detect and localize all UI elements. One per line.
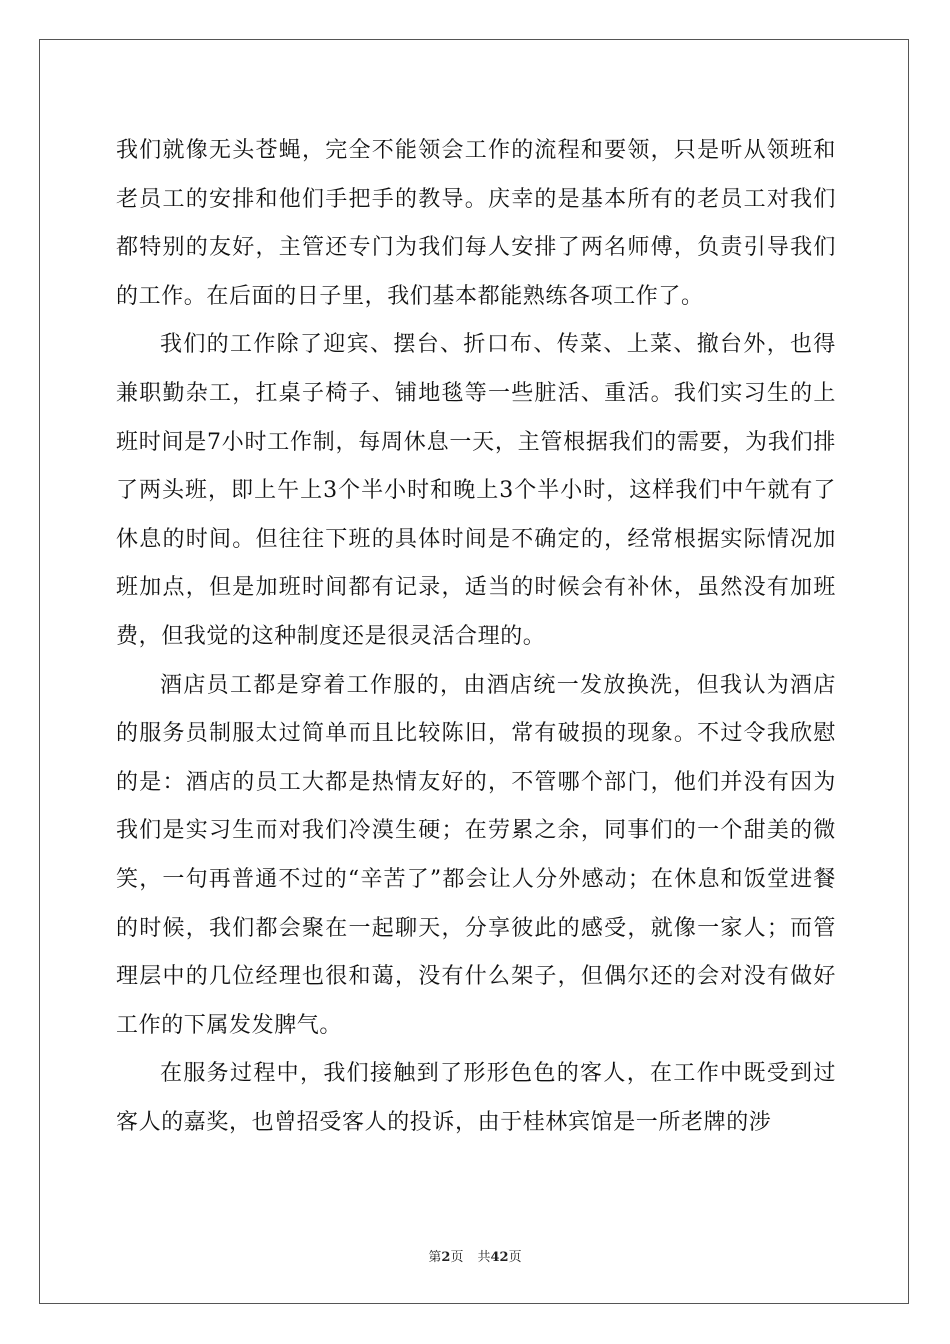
total-prefix: 共 [477,1250,491,1265]
total-pages: 42 [490,1250,509,1265]
page-number: 2 [441,1250,451,1265]
paragraph-1: 我们就像无头苍蝇，完全不能领会工作的流程和要领，只是听从领班和老员工的安排和他们手把手的教导。庆幸的是基本所有的老员工对我们都特别的友好，主管还专门为我们每人安排了两名师傅，负责引导我们的工作。在后面的日子里，我们基本都能熟练各项工作了。 [116,138,836,309]
paragraph-3: 酒店员工都是穿着工作服的，由酒店统一发放换洗，但我认为酒店的服务员制服太过简单而且比较陈旧，常有破损的现象。不过令我欣慰的是：酒店的员工大都是热情友好的，不管哪个部门，他们并没有因为我们是实习生而对我们冷漠生硬；在劳累之余，同事们的一个甜美的微笑，一句再普通不过的“辛苦了”都会让人分外感动；在休息和饭堂进餐的时候，我们都会聚在一起聊天，分享彼此的感受，就像一家人；而管理层中的几位经理也很和蔼，没有什么架子，但偶尔还的会对没有做好工作的下属发发脾气。 [116,672,836,1038]
page-footer [0,1246,950,1265]
paragraph-2: 我们的工作除了迎宾、摆台、折口布、传菜、上菜、撤台外，也得兼职勤杂工，扛桌子椅子、铺地毯等一些脏活、重活。我们实习生的上班时间是7小时工作制，每周休息一天，主管根据我们的需要，为我们排了两头班，即上午上3个半小时和晚上3个半小时，这样我们中午就有了休息的时间。但往往下班的具体时间是不确定的，经常根据实际情况加班加点，但是加班时间都有记录，适当的时候会有补休，虽然没有加班费，但我觉的这种制度还是很灵活合理的。 [116,332,836,649]
page-prefix: 第 [428,1250,442,1265]
total-unit: 页 [508,1250,522,1265]
paragraph-4: 在服务过程中，我们接触到了形形色色的客人，在工作中既受到过客人的嘉奖，也曾招受客人的投诉，由于桂林宾馆是一所老牌的涉 [116,1061,836,1135]
page-unit: 页 [450,1250,464,1265]
document-body [116,127,836,1147]
